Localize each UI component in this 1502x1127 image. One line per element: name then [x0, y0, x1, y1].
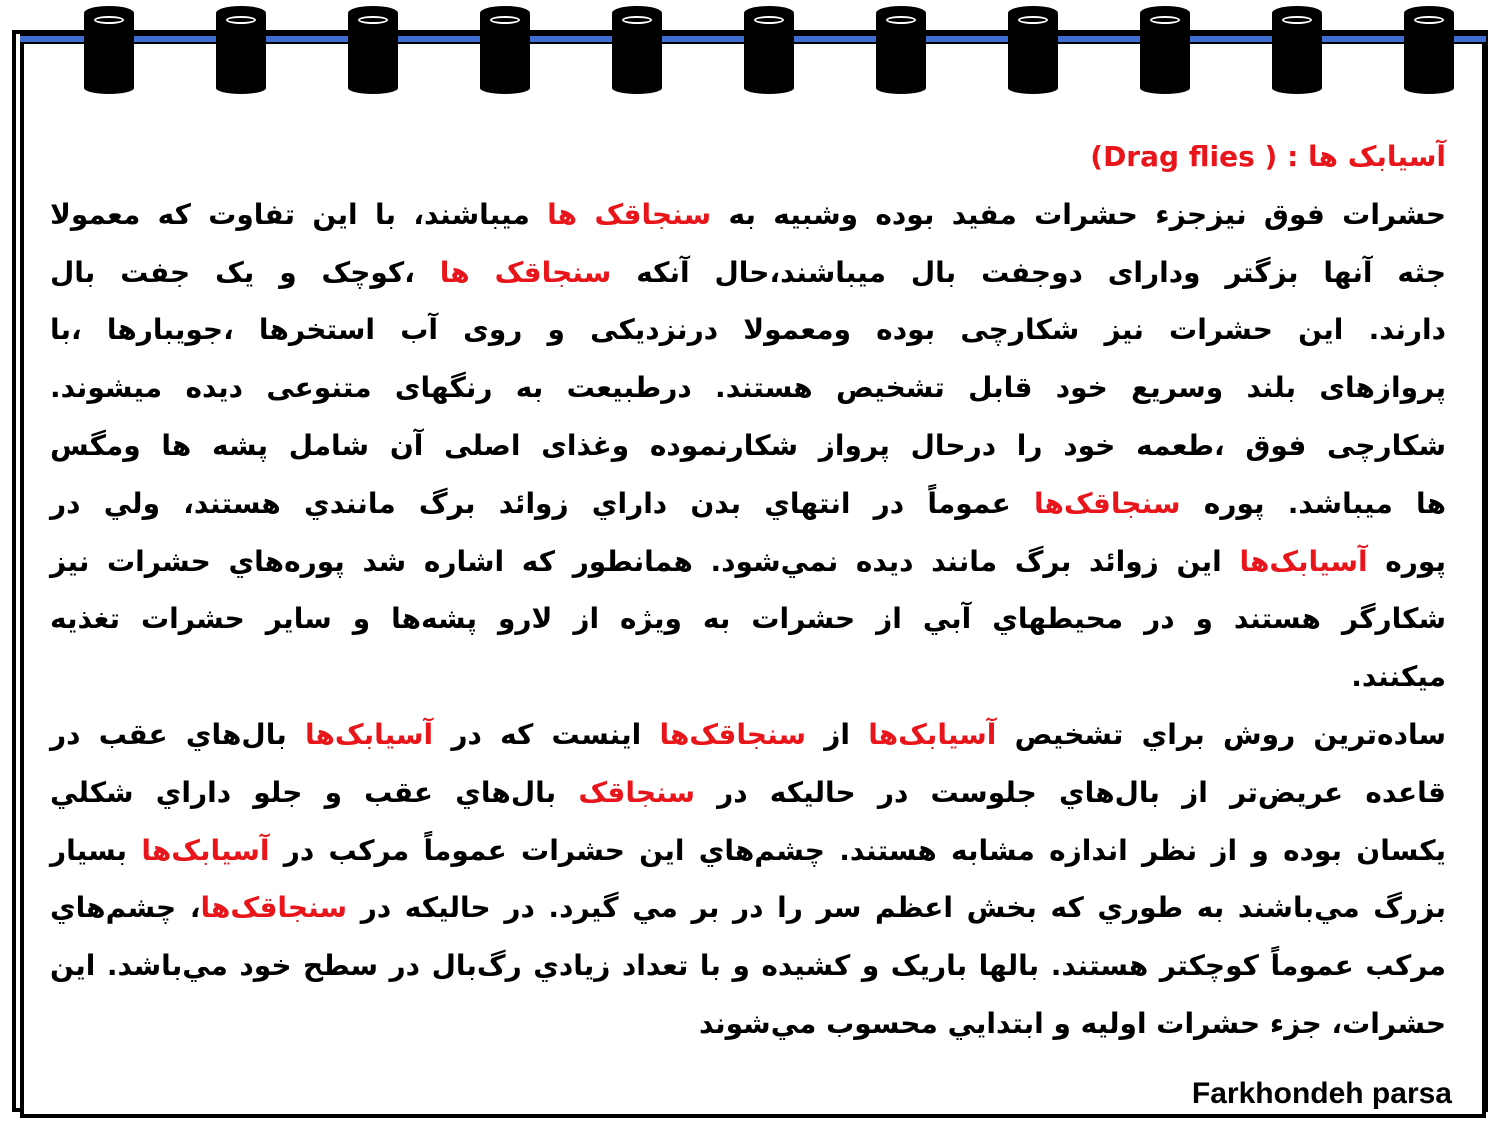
- binder-ring: [612, 6, 662, 92]
- highlighted-term: آسيابک‌ها: [868, 717, 997, 751]
- text-segment: پوره: [1367, 544, 1446, 578]
- text-segment: ميکنند.: [1351, 660, 1446, 694]
- highlighted-term: سنجاقک‌ها: [659, 717, 807, 751]
- text-line: [50, 301, 1446, 359]
- text-segment: حشرات، جزء حشرات اوليه و ابتدايي محسوب مي‌شوند: [698, 1006, 1446, 1040]
- text-segment: از: [806, 717, 869, 751]
- text-line: [50, 590, 1446, 648]
- page-title: آسيابک ها : ( Drag flies): [1090, 140, 1446, 173]
- text-segment: بسيار: [50, 833, 142, 867]
- document-body: [50, 128, 1446, 1053]
- text-segment: ها ميباشد. پوره: [1180, 486, 1446, 520]
- text-segment: دارند. اين حشرات نيز شکارچی بوده ومعمولا درنزديکی و روی آب استخرها ،جويبارها ،با: [50, 313, 1446, 347]
- text-segment: بال‌هاي عقب و جلو داراي شکلي: [50, 775, 579, 809]
- text-segment: عموماً در انتهاي بدن داراي زوائد برگ مانندي هستند، ولي در: [50, 486, 1034, 520]
- text-segment: پروازهای بلند وسريع خود قابل تشخيص هستند. درطبيعت به رنگهای متنوعی ديده ميشوند.: [50, 371, 1446, 405]
- binder-ring: [84, 6, 134, 92]
- text-segment: قاعده عريض‌تر از بال‌هاي جلوست در حاليکه در: [694, 775, 1447, 809]
- text-segment: جثه آنها بزگتر ودارای دوجفت بال ميباشند،حال آنکه: [611, 255, 1446, 289]
- text-segment: اينست که در: [433, 717, 660, 751]
- text-line: [50, 475, 1446, 533]
- binder-ring: [348, 6, 398, 92]
- text-segment: يکسان بوده و از نظر اندازه مشابه هستند. چشم‌هاي اين حشرات عموماً مرکب در: [269, 833, 1446, 867]
- binder-ring: [744, 6, 794, 92]
- text-line: [50, 706, 1446, 764]
- text-segment: شکارچی فوق ،طعمه خود را درحال پرواز شکارنموده وغذای اصلی آن شامل پشه ها ومگس: [50, 428, 1446, 462]
- text-line: [50, 648, 1446, 706]
- binder-ring: [1008, 6, 1058, 92]
- binder-ring: [1140, 6, 1190, 92]
- highlighted-term: سنجاقک ها: [439, 255, 612, 289]
- paragraph-1: [50, 186, 1446, 706]
- author-signature: Farkhondeh parsa: [1191, 1077, 1452, 1110]
- text-segment: ، چشم‌هاي: [50, 891, 201, 925]
- text-segment: ،کوچک و يک جفت بال: [50, 255, 440, 289]
- text-line: [50, 995, 1446, 1053]
- text-line: [50, 764, 1446, 822]
- highlighted-term: سنجاقک‌ها: [200, 891, 348, 925]
- text-line: [50, 822, 1446, 880]
- text-segment: مرکب عموماً کوچکتر هستند. بالها باريک و کشيده و با تعداد زيادي رگ‌بال در سطح خود مي‌باشد. اين: [50, 949, 1446, 983]
- text-line: [50, 533, 1446, 591]
- highlighted-term: سنجاقک‌ها: [1033, 486, 1181, 520]
- highlighted-term: سنجاقک: [578, 775, 695, 809]
- text-segment: حشرات فوق نيزجزء حشرات مفيد بوده وشبيه به: [711, 197, 1447, 231]
- text-line: [50, 879, 1446, 937]
- paragraph-2: [50, 706, 1446, 1053]
- binder-ring: [1404, 6, 1454, 92]
- highlighted-term: سنجاقک ها: [547, 197, 712, 231]
- binder-ring: [216, 6, 266, 92]
- text-line: [50, 186, 1446, 244]
- highlighted-term: آسيابک‌ها: [1239, 544, 1368, 578]
- text-segment: ميباشند، با اين تفاوت که معمولا: [50, 197, 548, 231]
- text-segment: بال‌هاي عقب در: [50, 717, 305, 751]
- text-line: [50, 937, 1446, 995]
- binder-ring: [876, 6, 926, 92]
- binder-ring: [480, 6, 530, 92]
- text-segment: شکارگر هستند و در محيطهاي آبي از حشرات به ويژه از لارو پشه‌ها و ساير حشرات تغذيه: [50, 602, 1446, 636]
- text-segment: بزرگ مي‌باشند به طوري که بخش اعظم سر را در بر مي گيرد. در حاليکه در: [347, 891, 1447, 925]
- text-line: [50, 417, 1446, 475]
- highlighted-term: آسيابک‌ها: [141, 833, 270, 867]
- text-segment: اين زوائد برگ مانند ديده نمي‌شود. همانطور که اشاره شد پوره‌هاي حشرات نيز: [50, 544, 1240, 578]
- highlighted-term: آسيابک‌ها: [304, 717, 434, 751]
- text-line: [50, 244, 1446, 302]
- text-line: [50, 359, 1446, 417]
- binder-ring: [1272, 6, 1322, 92]
- text-segment: ساده‌ترين روش براي تشخيص: [996, 717, 1447, 751]
